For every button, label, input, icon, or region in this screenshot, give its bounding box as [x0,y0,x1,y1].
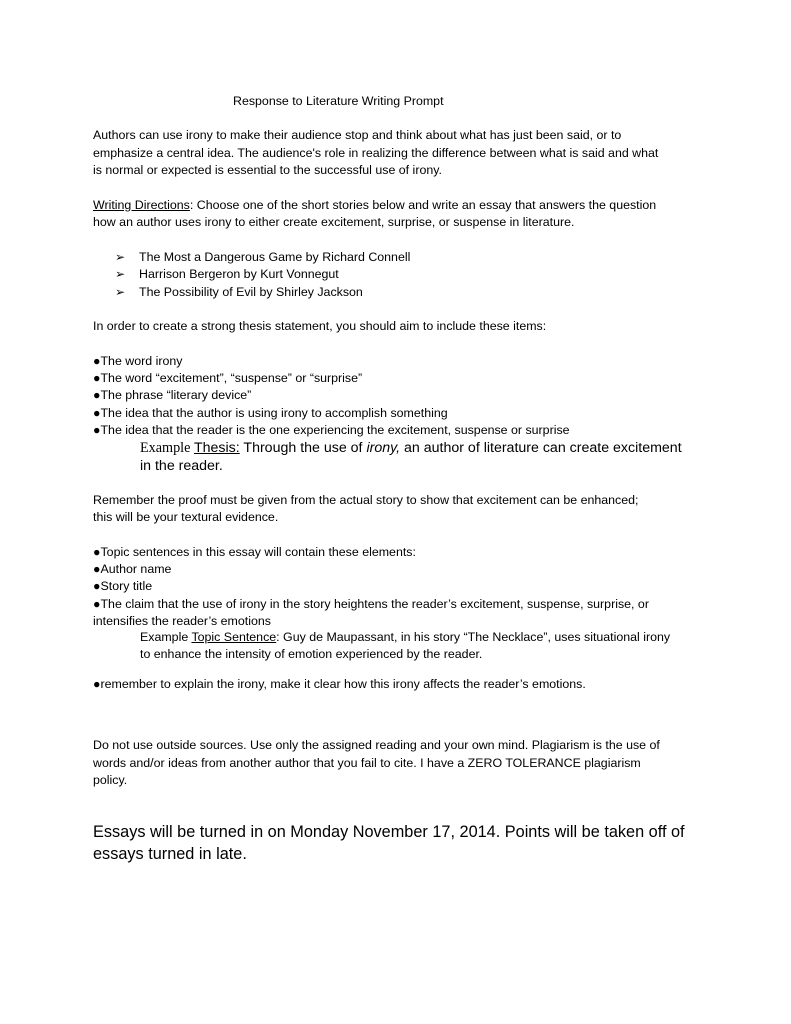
thesis-item-2: ●The word “excitement”, “suspense” or “surprise” [93,371,363,385]
thesis-item-3: ●The phrase “literary device” [93,388,252,402]
example-topic-line-2: to enhance the intensity of emotion experienced by the reader. [140,647,483,661]
intro-line-2: emphasize a central idea. The audience's role in realizing the difference between what is said and what [93,146,659,160]
intro-line-3: is normal or expected is essential to the successful use of irony. [93,163,442,177]
thesis-item-5: ●The idea that the reader is the one experiencing the excitement, suspense or surprise [93,423,570,437]
deadline-line-1: Essays will be turned in on Monday November 17, 2014. Points will be taken off of [93,823,685,841]
topic-item-3: ●Story title [93,579,153,593]
topic-item-4-cont: intensifies the reader’s emotions [93,614,271,628]
example-topic-label: Topic Sentence [191,630,277,644]
deadline-line-2: essays turned in late. [93,845,247,863]
thesis-item-1: ●The word irony [93,354,183,368]
story-item-1: The Most a Dangerous Game by Richard Connell [139,250,411,264]
topic-item-2: ●Author name [93,562,172,576]
example-thesis-text-end: an author of literature can create excitement [400,440,682,456]
example-thesis-text: Through the use of [239,440,367,456]
example-topic-prefix: Example [140,630,192,644]
topic-item-1: ●Topic sentences in this essay will contain these elements: [93,545,416,559]
thesis-intro: In order to create a strong thesis statement, you should aim to include these items: [93,319,547,333]
proof-line-1: Remember the proof must be given from the actual story to show that excitement can be enhanced; [93,493,639,507]
example-thesis-line-2: in the reader. [140,458,223,474]
story-item-3: The Possibility of Evil by Shirley Jackson [139,285,363,299]
example-topic-line-1 [140,629,670,646]
directions-text: : Choose one of the short stories below and write an essay that answers the question [189,198,657,212]
story-item-2: Harrison Bergeron by Kurt Vonnegut [139,267,339,281]
intro-line-1: Authors can use irony to make their audience stop and think about what has just been said, or to [93,128,622,142]
document-title: Response to Literature Writing Prompt [233,94,444,108]
thesis-item-4: ●The idea that the author is using irony to accomplish something [93,406,448,420]
proof-line-2: this will be your textural evidence. [93,510,279,524]
directions-line-2: how an author uses irony to either create excitement, surprise, or suspense in literature. [93,215,575,229]
sources-line-2: words and/or ideas from another author that you fail to cite. I have a ZERO TOLERANCE plagiarism [93,756,641,770]
topic-item-4: ●The claim that the use of irony in the story heightens the reader’s excitement, suspense, surprise, or [93,597,649,611]
arrow-bullet-icon: ➢ [115,250,126,264]
example-thesis-prefix: Example [140,440,194,456]
sources-line-3: policy. [93,773,128,787]
sources-line-1: Do not use outside sources. Use only the assigned reading and your own mind. Plagiarism is the use of [93,738,660,752]
arrow-bullet-icon: ➢ [115,285,126,299]
example-topic-text: : Guy de Maupassant, in his story “The Necklace”, uses situational irony [276,630,671,644]
arrow-bullet-icon: ➢ [115,267,126,281]
example-thesis-italic: irony, [366,440,401,456]
reminder: ●remember to explain the irony, make it clear how this irony affects the reader’s emotions. [93,677,586,691]
directions-line-1 [93,197,656,214]
example-thesis-label: Thesis: [193,440,240,456]
example-thesis-line-1 [140,439,682,457]
directions-label: Writing Directions [93,198,190,212]
